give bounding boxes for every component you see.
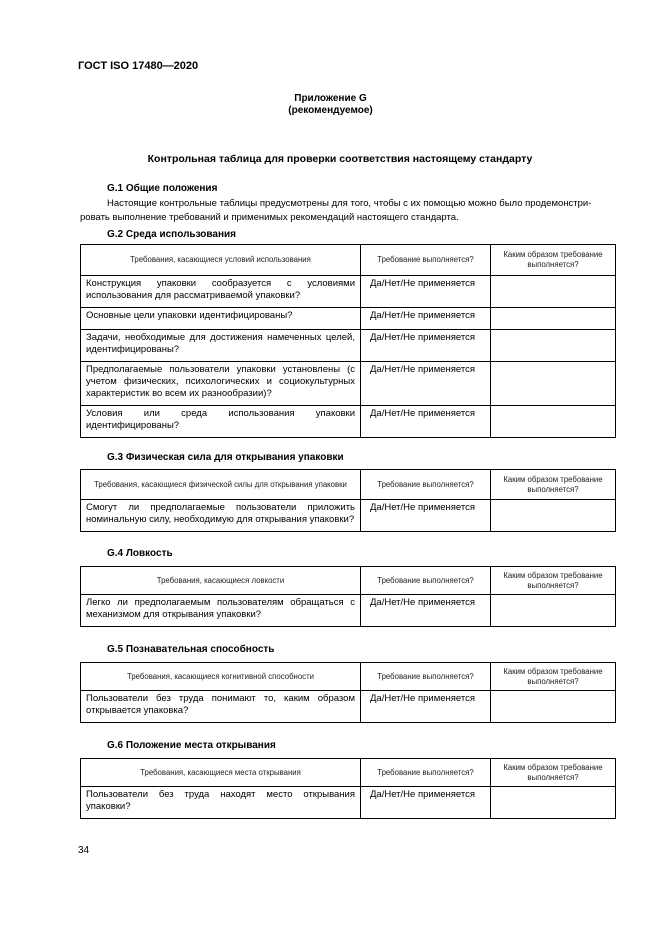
section-g5-title: G.5 Познавательная способность xyxy=(107,644,275,655)
col-requirements-header: Требования, касающиеся условий использования xyxy=(81,245,361,276)
requirement-cell: Смогут ли предполагаемые пользователи приложить номинальную силу, необходимую для открывания упаковки? xyxy=(81,500,361,532)
requirement-cell: Легко ли предполагаемым пользователям обращаться с механизмом для открывания упаковки? xyxy=(81,595,361,627)
appendix-subtitle: (рекомендуемое) xyxy=(288,105,373,116)
table-row xyxy=(81,691,616,723)
g6-requirements-table xyxy=(80,758,616,819)
how-cell[interactable] xyxy=(491,595,616,627)
col-how-header: Каким образом требование выполняется? xyxy=(491,663,616,691)
col-fulfilled-header: Требование выполняется? xyxy=(361,759,491,787)
requirement-cell: Конструкция упаковки сообразуется с условиями использования для рассматриваемой упаковки? xyxy=(81,276,361,308)
answer-cell: Да/Нет/Не применяется xyxy=(361,500,491,532)
col-how-header: Каким образом требование выполняется? xyxy=(491,245,616,276)
requirement-cell: Предполагаемые пользователи упаковки установлены (с учетом физических, психологических и социокультурных характеристик во всем их разнообразии)? xyxy=(81,362,361,406)
how-cell[interactable] xyxy=(491,406,616,438)
requirement-cell: Пользователи без труда понимают то, каким образом открывается упаковка? xyxy=(81,691,361,723)
table-row xyxy=(81,330,616,362)
requirement-cell: Задачи, необходимые для достижения намеченных целей, идентифицированы? xyxy=(81,330,361,362)
section-g1-text xyxy=(80,197,615,225)
section-g2-title: G.2 Среда использования xyxy=(107,229,237,240)
col-fulfilled-header: Требование выполняется? xyxy=(361,470,491,500)
answer-cell: Да/Нет/Не применяется xyxy=(361,595,491,627)
col-requirements-header: Требования, касающиеся места открывания xyxy=(81,759,361,787)
appendix-title: Приложение G xyxy=(294,93,367,104)
answer-cell: Да/Нет/Не применяется xyxy=(361,276,491,308)
main-title: Контрольная таблица для проверки соответствия настоящему стандарту xyxy=(147,153,533,165)
table-header-row xyxy=(81,759,616,787)
col-fulfilled-header: Требование выполняется? xyxy=(361,663,491,691)
page-number: 34 xyxy=(78,845,90,856)
table-row xyxy=(81,308,616,330)
table-row xyxy=(81,406,616,438)
table-row xyxy=(81,787,616,819)
how-cell[interactable] xyxy=(491,362,616,406)
section-g1-text-line2: ровать выполнение требований и применимых рекомендаций настоящего стандарта. xyxy=(80,212,459,223)
g4-requirements-table xyxy=(80,566,616,627)
how-cell[interactable] xyxy=(491,330,616,362)
table-row xyxy=(81,595,616,627)
document-header: ГОСТ ISO 17480—2020 xyxy=(78,60,199,72)
answer-cell: Да/Нет/Не применяется xyxy=(361,406,491,438)
table-header-row xyxy=(81,245,616,276)
how-cell[interactable] xyxy=(491,276,616,308)
table-row xyxy=(81,500,616,532)
how-cell[interactable] xyxy=(491,787,616,819)
col-requirements-header: Требования, касающиеся ловкости xyxy=(81,567,361,595)
g3-requirements-table xyxy=(80,469,616,532)
how-cell[interactable] xyxy=(491,691,616,723)
col-how-header: Каким образом требование выполняется? xyxy=(491,567,616,595)
how-cell[interactable] xyxy=(491,500,616,532)
section-g1-text-line1: Настоящие контрольные таблицы предусмотрены для того, чтобы с их помощью можно было продемонстри- xyxy=(107,198,592,209)
answer-cell: Да/Нет/Не применяется xyxy=(361,787,491,819)
section-g1-title: G.1 Общие положения xyxy=(107,183,218,194)
requirement-cell: Условия или среда использования упаковки идентифицированы? xyxy=(81,406,361,438)
col-fulfilled-header: Требование выполняется? xyxy=(361,567,491,595)
g5-requirements-table xyxy=(80,662,616,723)
requirement-cell: Основные цели упаковки идентифицированы? xyxy=(81,308,361,330)
col-requirements-header: Требования, касающиеся физической силы для открывания упаковки xyxy=(81,470,361,500)
how-cell[interactable] xyxy=(491,308,616,330)
table-row xyxy=(81,362,616,406)
table-row xyxy=(81,276,616,308)
answer-cell: Да/Нет/Не применяется xyxy=(361,362,491,406)
section-g3-title: G.3 Физическая сила для открывания упаковки xyxy=(107,452,344,463)
col-how-header: Каким образом требование выполняется? xyxy=(491,470,616,500)
answer-cell: Да/Нет/Не применяется xyxy=(361,691,491,723)
requirement-cell: Пользователи без труда находят место открывания упаковки? xyxy=(81,787,361,819)
col-fulfilled-header: Требование выполняется? xyxy=(361,245,491,276)
table-header-row xyxy=(81,567,616,595)
table-header-row xyxy=(81,470,616,500)
answer-cell: Да/Нет/Не применяется xyxy=(361,330,491,362)
col-requirements-header: Требования, касающиеся когнитивной способности xyxy=(81,663,361,691)
section-g6-title: G.6 Положение места открывания xyxy=(107,740,276,751)
answer-cell: Да/Нет/Не применяется xyxy=(361,308,491,330)
g2-requirements-table xyxy=(80,244,616,438)
table-header-row xyxy=(81,663,616,691)
section-g4-title: G.4 Ловкость xyxy=(107,548,173,559)
col-how-header: Каким образом требование выполняется? xyxy=(491,759,616,787)
